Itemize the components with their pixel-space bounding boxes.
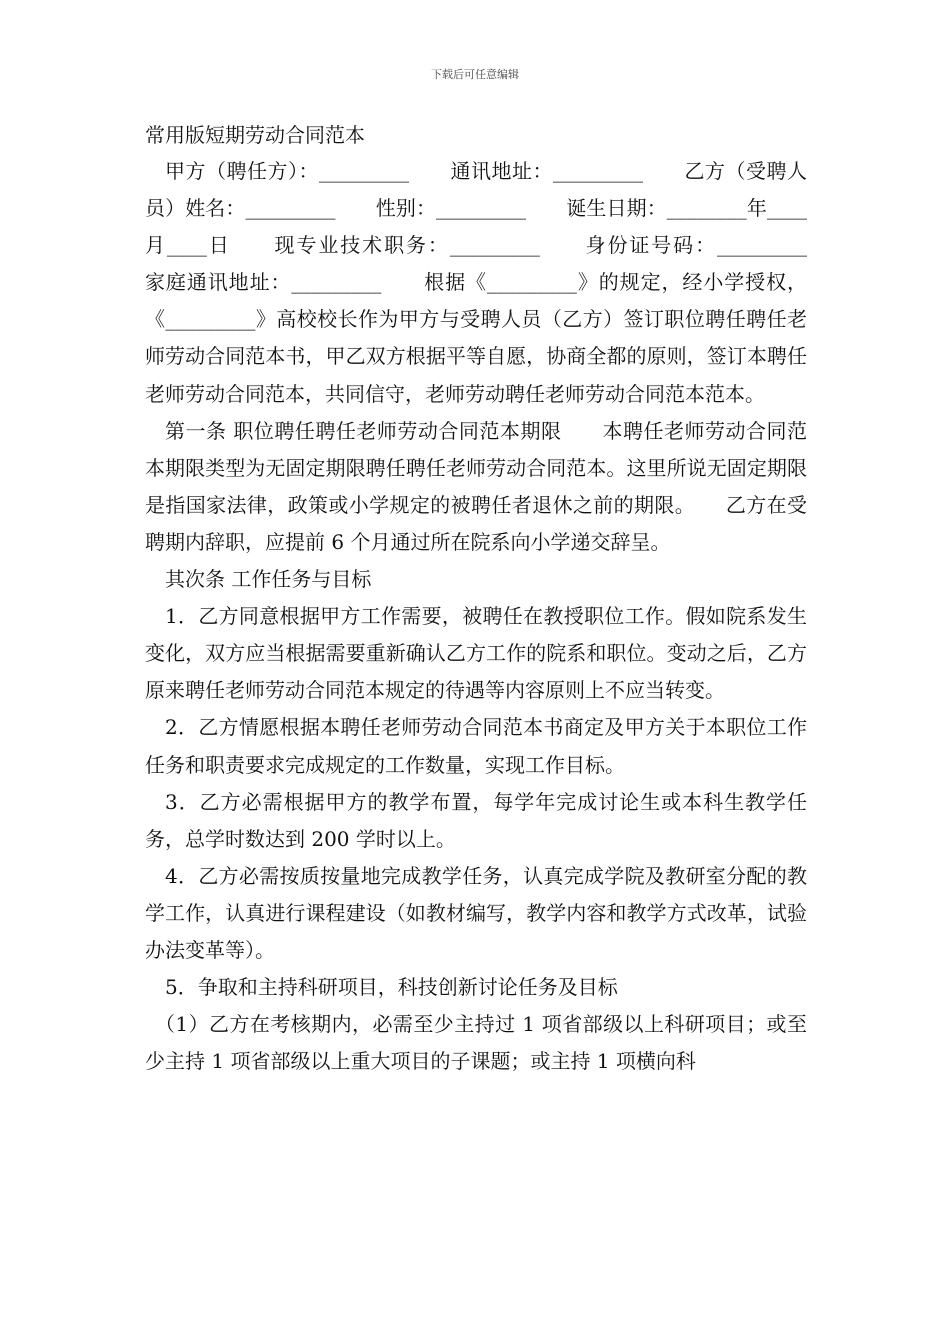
- paragraph-item-2: 2．乙方情愿根据本聘任老师劳动合同范本书商定及甲方关于本职位工作任务和职责要求完成规定的工作数量，实现工作目标。: [145, 715, 807, 777]
- paragraph-item-3: 3．乙方必需根据甲方的教学布置，每学年完成讨论生或本科生教学任务，总学时数达到 200 学时以上。: [145, 789, 807, 851]
- paragraph-item-5-1: （1）乙方在考核期内，必需至少主持过 1 项省部级以上科研项目；或至少主持 1 项省部级以上重大项目的子课题；或主持 1 项横向科: [145, 1012, 807, 1074]
- document-body: [145, 117, 847, 1080]
- paragraph-item-1: 1．乙方同意根据甲方工作需要，被聘任在教授职位工作。假如院系发生变化，双方应当根据需要重新确认乙方工作的院系和职位。变动之后，乙方原来聘任老师劳动合同范本规定的待遇等内容原则上不应当转变。: [145, 604, 807, 703]
- page-header: 下载后可任意编辑: [431, 68, 519, 81]
- paragraph-item-4: 4．乙方必需按质按量地完成教学任务，认真完成学院及教研室分配的教学工作，认真进行课程建设（如教材编写，教学内容和教学方式改革，试验办法变革等）。: [145, 863, 807, 962]
- paragraph-item-5: 5．争取和主持科研项目，科技创新讨论任务及目标: [165, 975, 618, 1000]
- paragraph-article-1: 第一条 职位聘任聘任老师劳动合同范本期限 本聘任老师劳动合同范本期限类型为无固定期限聘任聘任老师劳动合同范本。这里所说无固定期限是指国家法律，政策或小学规定的被聘任者退休之前的期限。 乙方在受聘期内辞职，应提前 6 个月通过所在院系向小学递交辞呈。: [145, 418, 807, 554]
- document-title: 常用版短期劳动合同范本: [145, 123, 365, 147]
- paragraph-article-2-heading: 其次条 工作任务与目标: [165, 567, 372, 592]
- paragraph-intro: 甲方（聘任方）：_________ 通讯地址：_________ 乙方（受聘人员）姓名：_________ 性别：_________ 诞生日期：________年____月____日 现专业技术职务：_________ 身份证号码：_________ 家庭通讯地址：_________ 根据《_________》的规定，经小学授权，《_________》高校校长作为甲方与受聘人员（乙方）签订职位聘任聘任老师劳动合同范本书，甲乙双方根据平等自愿，协商全都的原则，签订本聘任老师劳动合同范本，共同信守，老师劳动聘任老师劳动合同范本范本。: [145, 159, 847, 406]
